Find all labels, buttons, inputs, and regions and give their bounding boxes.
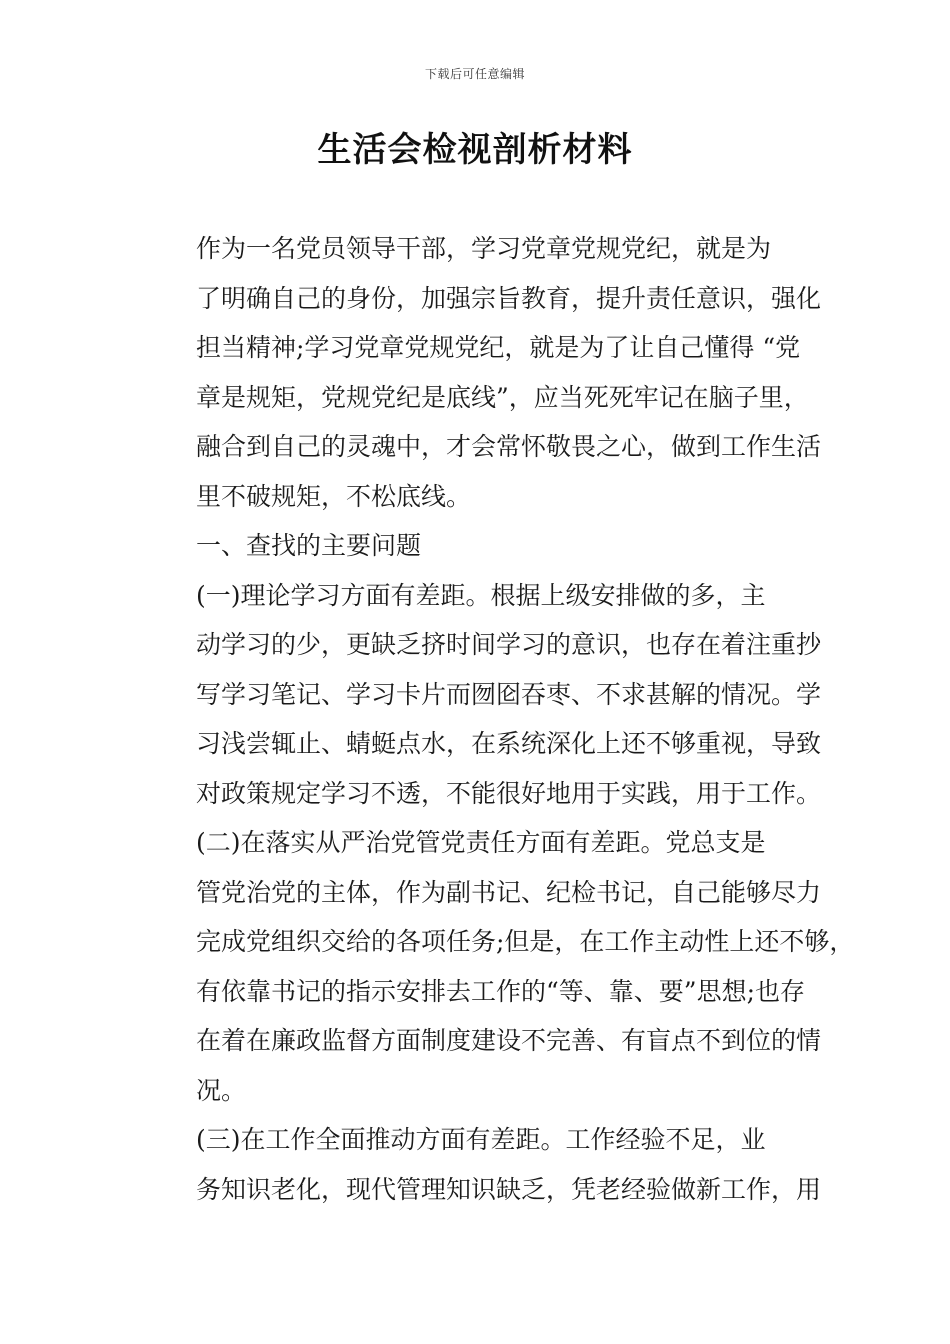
section-heading-line: 一、查找的主要问题 (196, 531, 422, 560)
paragraph-line: 里不破规矩，不松底线。 (196, 481, 472, 511)
document-body (146, 224, 855, 1214)
paragraph-intro (146, 224, 822, 521)
paragraph-line: 完成党组织交给的各项任务;但是，在工作主动性上还不够， (196, 927, 855, 956)
paragraph-line: 有依靠书记的指示安排去工作的“等、靠、要”思想;也存 (196, 976, 805, 1006)
paragraph-line: 章是规矩，党规党纪是底线”，应当死死牢记在脑子里， (196, 382, 809, 412)
paragraph-line: 务知识老化，现代管理知识缺乏，凭老经验做新工作，用 (196, 1174, 822, 1204)
paragraph-line: 融合到自己的灵魂中，才会常怀敬畏之心，做到工作生活 (196, 432, 822, 461)
paragraph-line: 管党治党的主体，作为副书记、纪检书记，自己能够尽力 (196, 877, 822, 907)
paragraph-line: 况。 (196, 1075, 247, 1105)
paragraph-line: 担当精神;学习党章党规党纪，就是为了让自己懂得 “党 (196, 333, 801, 362)
paragraph-line: (三)在工作全面推动方面有差距。工作经验不足，业 (196, 1125, 766, 1154)
section-heading (146, 521, 808, 571)
paragraph-line: (二)在落实从严治党管党责任方面有差距。党总支是 (196, 828, 766, 857)
header-note: 下载后可任意编辑 (424, 67, 525, 81)
paragraph-line: 对政策规定学习不透，不能很好地用于实践，用于工作。 (196, 778, 822, 808)
paragraph-line: 作为一名党员领导干部，学习党章党规党纪，就是为 (196, 234, 772, 263)
paragraph-item-1 (146, 571, 822, 819)
paragraph-line: 在着在廉政监督方面制度建设不完善、有盲点不到位的情 (196, 1026, 822, 1055)
paragraph-line: (一)理论学习方面有差距。根据上级安排做的多，主 (196, 580, 766, 610)
paragraph-item-2 (146, 818, 855, 1115)
document-title: 生活会检视剖析材料 (317, 130, 633, 170)
paragraph-line: 写学习笔记、学习卡片而囫囵吞枣、不求甚解的情况。学 (196, 679, 822, 709)
paragraph-line: 了明确自己的身份，加强宗旨教育，提升责任意识，强化 (196, 283, 822, 313)
paragraph-item-3 (146, 1115, 822, 1214)
paragraph-line: 习浅尝辄止、蜻蜓点水，在系统深化上还不够重视，导致 (196, 729, 822, 758)
paragraph-line: 动学习的少，更缺乏挤时间学习的意识，也存在着注重抄 (196, 630, 822, 659)
